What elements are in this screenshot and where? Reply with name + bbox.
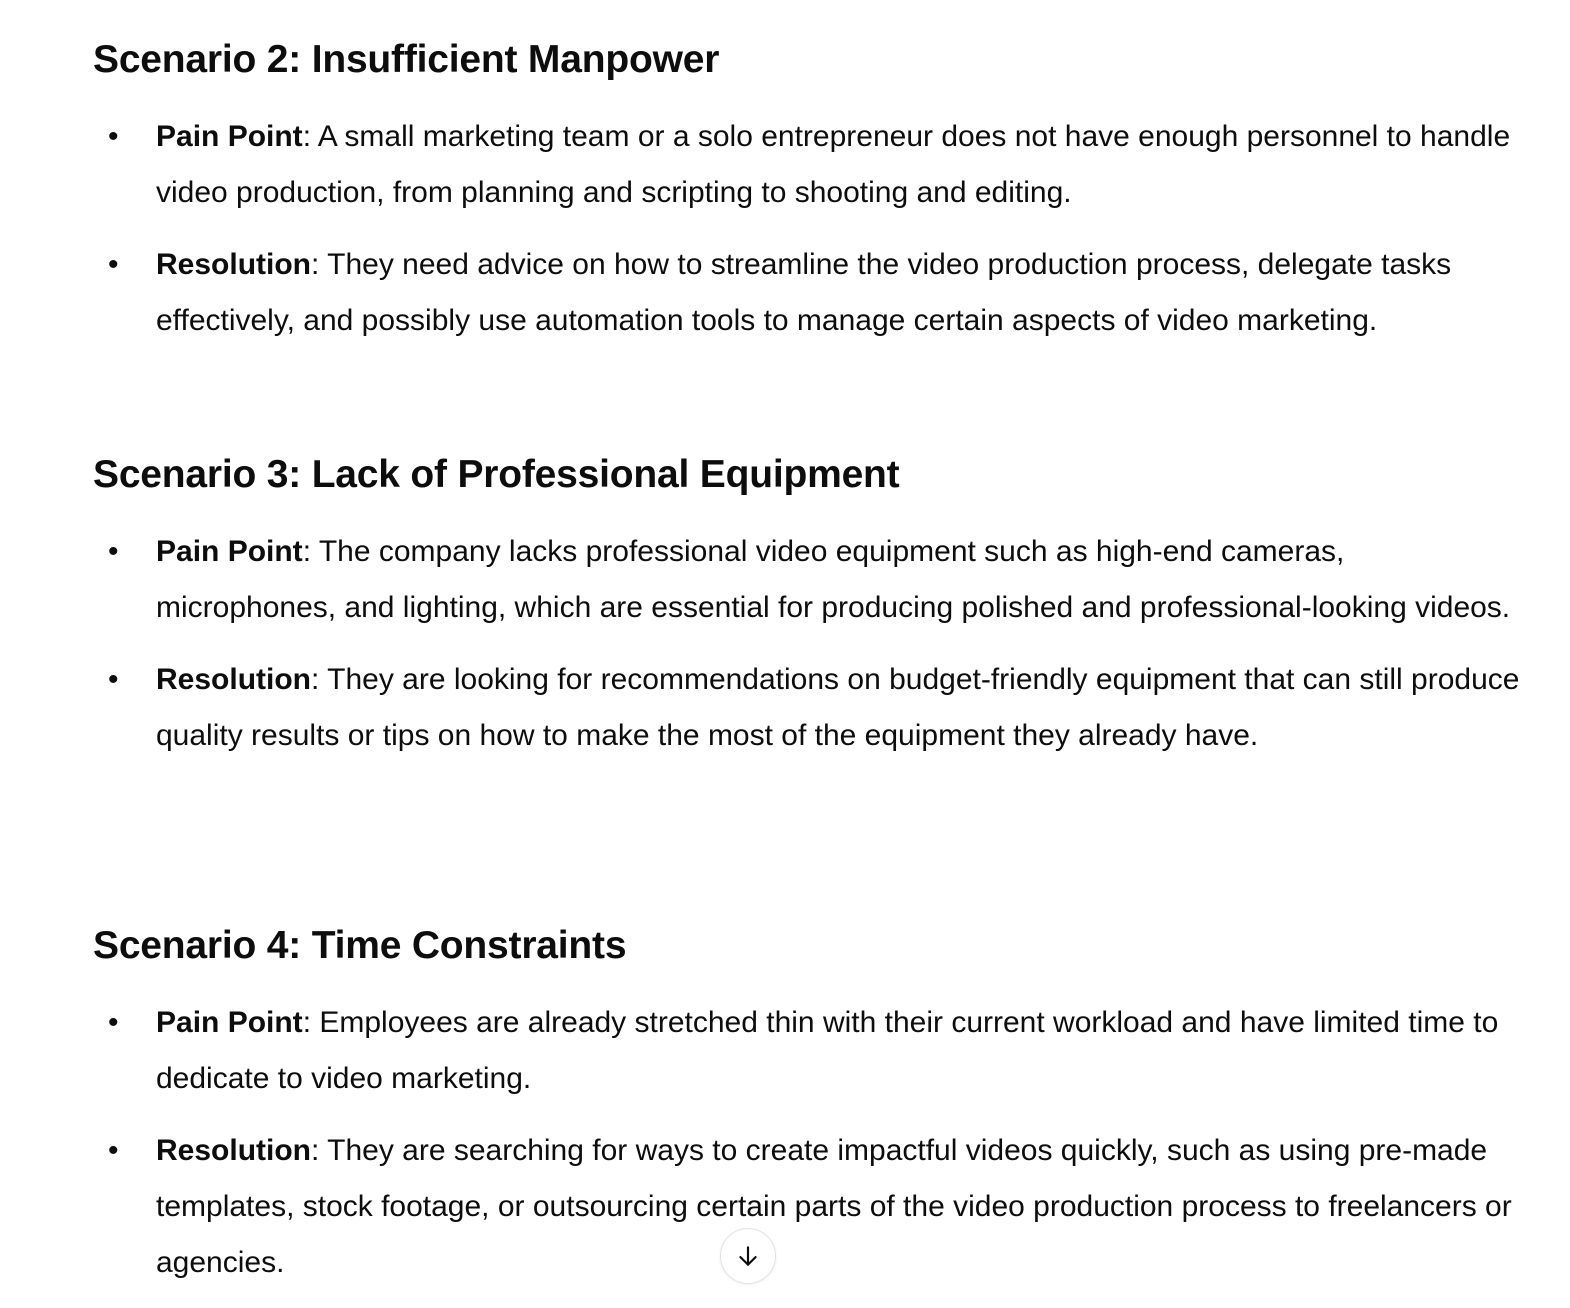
bullet: • (108, 1006, 119, 1039)
bullet: • (108, 120, 119, 153)
scenario-3-list (93, 524, 1523, 764)
list-item-pain-point (93, 995, 1523, 1107)
list-item-pain-point (93, 524, 1523, 636)
arrow-down-icon (735, 1243, 761, 1269)
item-text: : They are looking for recommendations on budget-friendly equipment that can still produce quality results or tips on how to make the most of the equipment they already have. (156, 663, 1520, 752)
bullet: • (108, 663, 119, 696)
item-term: Pain Point (156, 535, 303, 568)
bullet: • (108, 1134, 119, 1167)
list-item-resolution (93, 1123, 1523, 1291)
item-term: Pain Point (156, 1006, 303, 1039)
item-term: Resolution (156, 248, 311, 281)
scroll-to-bottom-button[interactable] (720, 1228, 776, 1284)
scenario-4-list (93, 995, 1523, 1291)
item-text: : A small marketing team or a solo entrepreneur does not have enough personnel to handle video production, from planning and scripting to shooting and editing. (156, 120, 1511, 209)
list-item-resolution (93, 652, 1523, 764)
item-text: : The company lacks professional video equipment such as high-end cameras, microphones, and lighting, which are essential for producing polished and professional-looking videos. (156, 535, 1511, 624)
item-term: Resolution (156, 663, 311, 696)
item-text: : They are searching for ways to create impactful videos quickly, such as using pre-made templates, stock footage, or outsourcing certain parts of the video production process to freelancers or agencies. (156, 1134, 1512, 1279)
item-term: Resolution (156, 1134, 311, 1167)
item-text: : Employees are already stretched thin with their current workload and have limited time to dedicate to video marketing. (156, 1006, 1499, 1095)
item-term: Pain Point (156, 120, 303, 153)
list-item-pain-point (93, 109, 1523, 221)
list-item-resolution (93, 237, 1523, 349)
bullet: • (108, 535, 119, 568)
bullet: • (108, 248, 119, 281)
section-title-scenario-3: Scenario 3: Lack of Professional Equipment (93, 453, 900, 496)
section-title-scenario-4: Scenario 4: Time Constraints (93, 924, 627, 967)
section-title-scenario-2: Scenario 2: Insufficient Manpower (93, 38, 720, 81)
scenario-2-list (93, 109, 1523, 349)
item-text: : They need advice on how to streamline the video production process, delegate tasks effectively, and possibly use automation tools to manage certain aspects of video marketing. (156, 248, 1452, 337)
